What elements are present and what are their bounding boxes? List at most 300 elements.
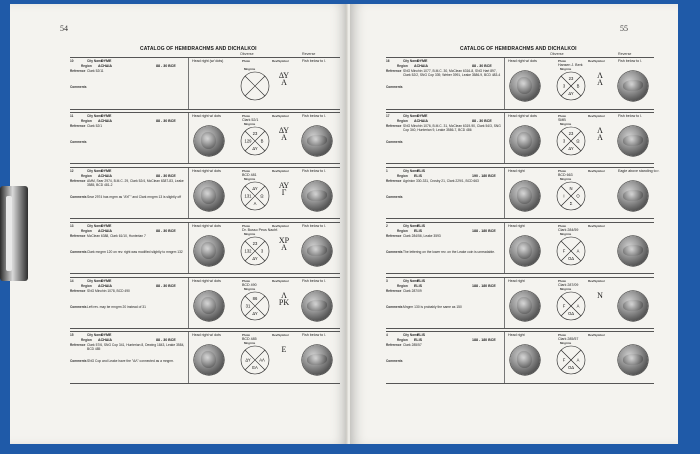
mngrms-label: Mngrms: [560, 176, 572, 181]
binder-clip: [0, 186, 28, 281]
city-name: ELIS: [417, 168, 425, 173]
mngrms-label: Mngrms: [560, 121, 572, 126]
cross-label: Ω: [260, 193, 264, 199]
cross-label: ΔΥ: [568, 91, 574, 96]
city-name: DYME: [101, 223, 112, 228]
photo-credit: Clark 284/59: [558, 227, 579, 232]
coin-visuals: [190, 168, 340, 219]
monogram-symbol: ΔΥ A: [278, 71, 290, 87]
cross-label: 3: [562, 83, 566, 89]
comments-label: Comments: [70, 85, 87, 89]
reverse-coin-photo: [618, 126, 648, 156]
catalog-entry: [70, 277, 340, 330]
cross-label: ΔΥ: [252, 145, 258, 151]
coin-visuals: [190, 223, 340, 274]
catalog-entry: [386, 112, 654, 165]
cross-label: 3: [562, 138, 566, 144]
region: ACHAIA: [98, 228, 112, 233]
photo-credit: Clark 285/57: [558, 337, 579, 342]
rev-symbol-label: Rev/Symbol: [588, 113, 605, 118]
cross-label: ΔΥ: [252, 255, 258, 261]
comments-text: Left rev. may be mngrm 20 instead of 31: [87, 304, 146, 309]
obverse-description: Head right w/ dots: [192, 278, 221, 283]
monogram-diagram: [556, 71, 586, 101]
reference-label: Reference: [70, 178, 86, 183]
region-label: Region: [397, 64, 408, 68]
photo-label: Photo: [242, 278, 251, 283]
city-name: ELIS: [417, 278, 425, 283]
rev-symbol-label: Rev/Symbol: [588, 223, 605, 228]
reverse-coin-photo: [302, 291, 332, 321]
photo-credit: Dr. Busso Peus Nachf.: [242, 227, 279, 232]
entry-number: 10: [70, 59, 74, 63]
photo-credit: BCD 663: [558, 172, 573, 177]
entry-info: [386, 113, 505, 164]
catalog-entry: [70, 57, 340, 110]
reverse-description: Fish below to l.: [302, 113, 326, 118]
reverse-description: Fish below to l.: [302, 333, 326, 338]
photo-label: Photo: [558, 168, 567, 173]
coin-visuals: [190, 332, 340, 383]
city-name: DYME: [417, 59, 428, 63]
reference-label: Reference: [70, 123, 86, 128]
reverse-coin-photo: [302, 126, 332, 156]
region-label: Region: [397, 283, 408, 288]
coin-visuals: [190, 113, 340, 164]
cross-label: B: [260, 138, 264, 144]
photo-label: Photo: [242, 59, 251, 63]
comments-label: Comments: [70, 249, 87, 254]
comments-text: Sear 2974 has mgrm as "ΑΥΓ" and Clark mngrm 13 is slightly off: [87, 194, 182, 199]
entry-number: 13: [70, 223, 74, 228]
region: ACHAIA: [414, 118, 428, 123]
entry-number: 12: [70, 168, 74, 173]
mngrms-label: Mngrms: [560, 286, 572, 291]
mngrms-label: Mngrms: [560, 341, 572, 346]
reference-label: Reference: [70, 343, 86, 348]
monogram-diagram: [240, 126, 270, 156]
entry-number: 15: [70, 333, 74, 338]
reverse-coin-photo: [618, 345, 648, 375]
monogram-symbol: Λ Α: [597, 125, 603, 142]
monogram-diagram: [240, 291, 270, 321]
reference-label: Reference: [386, 178, 402, 183]
date-range: 88 - 30 BCE: [156, 118, 176, 123]
entry-number: 11: [70, 113, 74, 118]
date-range: 88 - 30 BCE: [472, 118, 492, 123]
monogram-symbol: ΧΡ Α: [278, 235, 290, 252]
entry-number: 1: [386, 168, 388, 173]
reverse-coin-photo: [618, 181, 648, 211]
region: ACHAIA: [98, 64, 112, 68]
region-label: Region: [397, 118, 408, 123]
region: ELIS: [414, 283, 422, 288]
comments-label: Comments: [70, 304, 87, 309]
region: ACHAIA: [98, 118, 112, 123]
reference-text: AMM, Sear 2974, B.M.C. 29, Clark 52/4, McClean 6387-83, Leake 3585, BCD 481-2: [87, 178, 184, 187]
reverse-description: Fish below to l.: [302, 278, 326, 283]
obverse-coin-photo: [510, 236, 540, 266]
comments-label: Comments: [70, 139, 87, 144]
cross-label: 31: [245, 303, 251, 309]
obverse-description: Head right w/ dots: [508, 113, 537, 118]
photo-credit: Hansen J. Berk: [558, 63, 583, 67]
entry-info: [386, 278, 505, 329]
rev-symbol-label: Rev/Symbol: [272, 223, 289, 228]
right-page: [350, 4, 678, 444]
entry-number: 14: [70, 278, 74, 283]
photo-label: Photo: [558, 59, 567, 63]
cross-label: Ν: [569, 185, 573, 191]
mngrms-label: Mngrms: [244, 121, 256, 126]
city-name-label: City Name: [403, 59, 419, 63]
reference-text: Clark 284/56, Leake 3593: [403, 233, 441, 238]
comments-label: Comments: [386, 359, 403, 364]
obverse-coin-photo: [194, 345, 224, 375]
city-name-label: City Name: [87, 333, 103, 338]
monogram-symbol: Λ ΡΚ: [278, 290, 290, 307]
date-range: 88 - 30 BCE: [472, 64, 492, 68]
monogram-diagram: [240, 71, 270, 101]
cross-label: Ο: [576, 193, 580, 199]
city-name: DYME: [101, 333, 112, 338]
obverse-coin-photo: [510, 181, 540, 211]
cross-label: ΔΥ: [568, 145, 574, 151]
obverse-description: Head right w/ dots: [192, 113, 221, 118]
mngrms-label: Mngrms: [244, 341, 256, 346]
obverse-coin-photo: [510, 126, 540, 156]
reverse-coin-photo: [302, 181, 332, 211]
comments-label: Comments: [386, 85, 403, 89]
reverse-description: Eagle above standing to r.: [618, 168, 660, 173]
region: ELIS: [414, 228, 422, 233]
left-page: [10, 4, 348, 444]
comments-label: Comments: [386, 304, 403, 309]
photo-label: Photo: [242, 168, 251, 173]
reference-label: Reference: [386, 233, 402, 238]
monogram-diagram: [556, 345, 586, 375]
cross-label: 131: [244, 193, 252, 199]
reference-label: Reference: [386, 343, 402, 348]
comments-label: Comments: [386, 139, 403, 144]
region-label: Region: [397, 338, 408, 343]
obverse-coin-photo: [194, 236, 224, 266]
catalog-entry: [386, 222, 654, 275]
monogram-diagram: [556, 291, 586, 321]
cross-label: ΔΥ: [245, 357, 251, 363]
photo-credit: BCD 485: [242, 337, 257, 342]
obverse-description: Head right w/ dots: [192, 223, 221, 228]
photo-credit: BCD 481: [242, 172, 257, 177]
cross-label: OΔ: [567, 310, 575, 316]
photo-label: Photo: [558, 113, 567, 118]
region: ELIS: [414, 173, 422, 178]
region: ACHAIA: [98, 338, 112, 343]
rev-symbol-label: Rev/Symbol: [272, 59, 289, 63]
monogram-diagram: [240, 345, 270, 375]
region-label: Region: [81, 64, 92, 68]
monogram-symbol: Λ Α: [597, 71, 603, 87]
date-range: 190 - 180 BCE: [472, 173, 496, 178]
photo-label: Photo: [558, 333, 567, 338]
entry-number: 2: [386, 223, 388, 228]
reference-text: SNG Minchin 1076, B.M.C. 31, McClean 6319-90, Clark 54/3, SNG Cop 340, Hunterian 9, Leake 3586-7, BCD 486: [403, 123, 501, 132]
catalog-entry: [70, 112, 340, 165]
cross-label: F: [562, 303, 566, 309]
reference-text: Clark 285/57: [403, 343, 422, 348]
reverse-coin-photo: [302, 345, 332, 375]
reverse-coin-photo: [618, 291, 648, 321]
city-name-label: City Name: [403, 113, 419, 118]
entry-number: 3: [386, 278, 388, 283]
cross-label: Α: [253, 200, 257, 206]
reverse-description: Fish below to l.: [302, 59, 326, 63]
photo-credit: SMB: [558, 117, 566, 122]
cross-label: Ι: [563, 193, 565, 199]
monogram-diagram: [556, 236, 586, 266]
reference-label: Reference: [386, 123, 402, 128]
date-range: 188 - 180 BCE: [472, 228, 496, 233]
cross-label: ΔΥ: [252, 310, 258, 316]
coin-visuals: [506, 332, 656, 383]
obverse-description: Head right (w/ dots): [192, 59, 224, 63]
entry-number: 16: [386, 59, 390, 63]
date-range: 188 - 180 BCE: [472, 338, 496, 343]
comments-label: Comments: [70, 359, 87, 364]
city-name-label: City Name: [87, 278, 103, 283]
region-label: Region: [81, 228, 92, 233]
reference-label: Reference: [386, 69, 402, 73]
cross-label: OΔ: [567, 255, 575, 261]
entry-info: [386, 223, 505, 274]
date-range: 88 - 30 BCE: [156, 338, 176, 343]
mngrms-label: Mngrms: [560, 67, 572, 71]
obverse-description: Head right: [508, 168, 525, 173]
reference-text: Clark 52/11: [87, 69, 104, 73]
date-range: 188 - 180 BCE: [472, 283, 496, 288]
region: ACHAIA: [414, 64, 428, 68]
coin-visuals: [506, 278, 656, 329]
city-name-label: City Name: [403, 278, 419, 283]
city-name-label: City Name: [87, 223, 103, 228]
coin-visuals: [190, 278, 340, 329]
obverse-description: Head right: [508, 223, 525, 228]
reference-label: Reference: [70, 69, 86, 73]
cross-label: 132: [244, 248, 252, 254]
comments-label: Comments: [70, 194, 87, 199]
monogram-symbol: Ε: [281, 345, 287, 355]
comments-text: SNG Cop and Leake have the "ΑΛ" connected as a mngrm.: [87, 359, 175, 364]
obverse-coin-photo: [194, 181, 224, 211]
catalog-entry: [386, 57, 654, 110]
reference-text: Clark 52/1: [87, 123, 103, 128]
reference-label: Reference: [386, 288, 402, 293]
photo-credit: Clark 287/09: [558, 282, 579, 287]
city-name-label: City Name: [87, 113, 103, 118]
coin-visuals: [506, 223, 656, 274]
region: ACHAIA: [98, 283, 112, 288]
cross-label: 23: [568, 130, 574, 136]
cross-label: 23: [568, 76, 574, 81]
reverse-description: Fish below to l.: [618, 113, 642, 118]
date-range: 88 - 30 BCE: [156, 64, 176, 68]
obverse-header: Obverse: [550, 52, 564, 56]
mngrms-label: Mngrms: [244, 176, 256, 181]
cross-label: OΔ: [567, 365, 575, 371]
date-range: 88 - 30 BCE: [156, 173, 176, 178]
photo-label: Photo: [242, 223, 251, 228]
region-label: Region: [81, 283, 92, 288]
mngrms-label: Mngrms: [560, 231, 572, 236]
region-label: Region: [81, 118, 92, 123]
catalog-entry: [386, 277, 654, 330]
rev-symbol-label: Rev/Symbol: [272, 113, 289, 118]
entry-info: [70, 278, 189, 329]
reverse-header: Reverse: [618, 52, 632, 56]
reverse-description: Fish below to l.: [618, 59, 642, 63]
cross-label: 23: [252, 240, 258, 246]
cross-label: 23: [252, 130, 258, 136]
reference-text: Clark 287/09: [403, 288, 422, 293]
monogram-symbol: Ν: [597, 290, 603, 300]
reverse-coin-photo: [618, 71, 648, 101]
photo-label: Photo: [558, 223, 567, 228]
obverse-description: Head right: [508, 278, 525, 283]
entry-info: [386, 168, 505, 219]
reverse-header: Reverse: [302, 52, 316, 56]
reference-text: McClean 6388, Clark 61/10, Hunterian 7: [87, 233, 146, 238]
cross-label: F: [562, 248, 566, 254]
monogram-diagram: [240, 181, 270, 211]
obverse-coin-photo: [194, 291, 224, 321]
cross-label: B: [576, 83, 580, 89]
coin-visuals: [190, 58, 340, 109]
obverse-coin-photo: [510, 71, 540, 101]
photo-credit: Clark 52/1: [242, 117, 259, 122]
city-name: DYME: [101, 59, 112, 63]
photo-label: Photo: [558, 278, 567, 283]
catalog-entries: [386, 57, 660, 386]
obverse-coin-photo: [194, 126, 224, 156]
rev-symbol-label: Rev/Symbol: [272, 168, 289, 173]
obverse-description: Head right w/ dots: [508, 59, 537, 63]
obverse-header: Obverse: [240, 52, 254, 56]
obverse-coin-photo: [510, 291, 540, 321]
mngrms-label: Mngrms: [244, 67, 256, 71]
rev-symbol-label: Rev/Symbol: [588, 59, 605, 63]
page-number: 54: [60, 24, 68, 33]
region: ACHAIA: [98, 173, 112, 178]
region-label: Region: [397, 228, 408, 233]
entry-info: [70, 113, 189, 164]
comments-label: Comments: [386, 194, 403, 199]
city-name: ELIS: [417, 223, 425, 228]
cross-label: A: [576, 248, 580, 254]
reverse-coin-photo: [302, 236, 332, 266]
cross-label: A: [576, 303, 580, 309]
comments-label: Comments: [386, 249, 403, 254]
entry-number: 4: [386, 333, 388, 338]
entry-info: [386, 332, 505, 383]
entry-number: 17: [386, 113, 390, 118]
catalog-entry: [70, 167, 340, 220]
coin-visuals: [506, 58, 656, 109]
city-name-label: City Name: [87, 168, 103, 173]
photo-label: Photo: [242, 113, 251, 118]
photo-credit: BCD 490: [242, 282, 257, 287]
city-name-label: City Name: [403, 223, 419, 228]
cross-label: 86: [252, 295, 258, 301]
catalog-entries: [70, 57, 340, 386]
monogram-diagram: [556, 181, 586, 211]
catalog-entry: [70, 331, 340, 384]
mngrms-label: Mngrms: [244, 286, 256, 291]
reference-label: Reference: [70, 288, 86, 293]
page-number: 55: [620, 24, 628, 33]
city-name: DYME: [101, 168, 112, 173]
comments-text: Mngrm 130 is probably the same as 150: [403, 304, 462, 309]
rev-symbol-label: Rev/Symbol: [588, 333, 605, 338]
city-name: DYME: [101, 113, 112, 118]
entry-info: [70, 168, 189, 219]
obverse-description: Head right: [508, 333, 525, 338]
reverse-description: Fish below to l.: [302, 168, 326, 173]
region-label: Region: [81, 173, 92, 178]
reference-text: SNG Minchin 1077, B.M.C. 30, McClean 6316-8, SNG Hart 897, Clark 52/2, SNG Cop 339, Weber 3991, Leake 3586-9, BCD 483-4: [403, 69, 501, 77]
page-title: CATALOG OF HEMIDRACHMS AND DICHALKOI: [460, 46, 577, 52]
obverse-coin-photo: [510, 345, 540, 375]
obverse-description: Head right w/ dots: [192, 168, 221, 173]
monogram-diagram: [556, 126, 586, 156]
entry-info: [386, 58, 505, 109]
obverse-description: Head right w/ dots: [192, 333, 221, 338]
city-name: DYME: [417, 113, 428, 118]
region: ELIS: [414, 338, 422, 343]
cross-label: F: [562, 357, 566, 363]
reference-text: SNG Minchin 1078, BCD 490: [87, 288, 130, 293]
reference-text: Agrinion 330-331, Crosby 21, Clark 229/1, BCD 663: [403, 178, 479, 183]
cross-label: Ω: [576, 138, 580, 144]
cross-label: ΕΑ: [252, 365, 258, 371]
date-range: 88 - 30 BCE: [156, 228, 176, 233]
entry-info: [70, 223, 189, 274]
monogram-symbol: ΑΥ Γ: [278, 180, 290, 197]
rev-symbol-label: Rev/Symbol: [588, 168, 605, 173]
rev-symbol-label: Rev/Symbol: [272, 278, 289, 283]
cross-label: 3: [260, 248, 264, 254]
reference-text: Clark 57/6, SNG Cop 341, Hunterian 8, Dewing 1843, Leake 3584, BCD 485: [87, 343, 185, 352]
city-name: DYME: [101, 278, 112, 283]
monogram-symbol: ΔΥ A: [278, 125, 290, 142]
rev-symbol-label: Rev/Symbol: [588, 278, 605, 283]
reverse-coin-photo: [618, 236, 648, 266]
city-name-label: City Name: [403, 333, 419, 338]
reverse-description: Fish below to l.: [302, 223, 326, 228]
region-label: Region: [397, 173, 408, 178]
rev-symbol-label: Rev/Symbol: [272, 333, 289, 338]
page-title: CATALOG OF HEMIDRACHMS AND DICHALKOI: [140, 46, 257, 52]
reference-label: Reference: [70, 233, 86, 238]
entry-info: [70, 58, 189, 109]
entry-info: [70, 332, 189, 383]
region-label: Region: [81, 338, 92, 343]
photo-label: Photo: [242, 333, 251, 338]
cross-label: ΑΛ: [259, 357, 265, 363]
cross-label: ΔΥ: [252, 185, 258, 191]
cross-label: A: [576, 357, 580, 363]
coin-visuals: [506, 168, 660, 219]
cross-label: Σ: [569, 200, 573, 206]
